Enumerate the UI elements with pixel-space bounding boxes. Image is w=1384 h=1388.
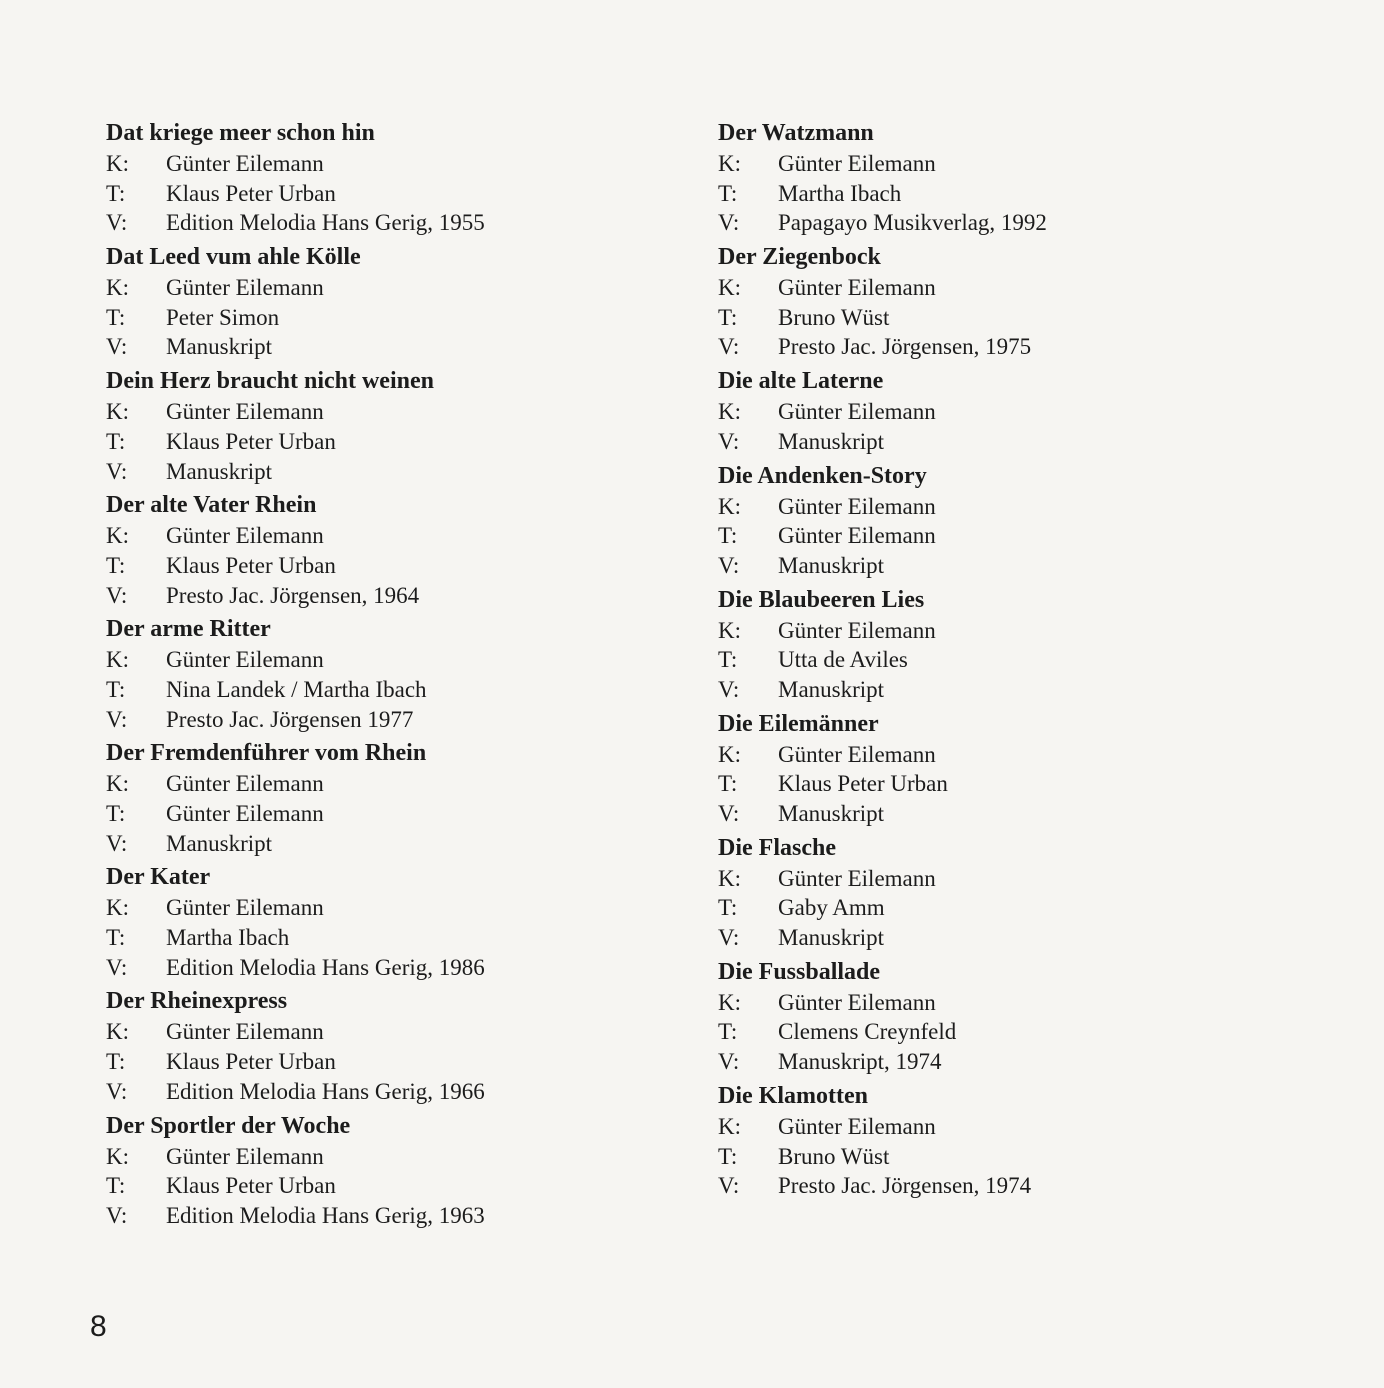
- credit-key: V:: [718, 552, 740, 578]
- song-entry: [106, 490, 686, 610]
- credit-key: K:: [106, 523, 129, 549]
- credit-row: [718, 397, 1338, 427]
- credit-key: T:: [718, 895, 738, 921]
- credit-key: V:: [106, 1078, 128, 1104]
- credit-key: T:: [106, 801, 126, 826]
- credit-value: Klaus Peter Urban: [166, 428, 336, 454]
- credit-row: [718, 769, 1338, 799]
- credit-row: [718, 332, 1338, 362]
- song-title: Der alte Vater Rhein: [106, 492, 317, 519]
- credit-row: [718, 1017, 1338, 1047]
- credit-key: T:: [718, 523, 738, 549]
- credit-row: [718, 1112, 1338, 1142]
- credit-value: Presto Jac. Jörgensen, 1975: [778, 334, 1032, 360]
- credit-key: T:: [718, 304, 738, 330]
- credit-key: V:: [106, 334, 128, 360]
- credit-row: [106, 303, 686, 333]
- song-title: Der Kater: [106, 864, 211, 891]
- credit-value: Papagayo Musikverlag, 1992: [778, 210, 1047, 236]
- credit-key: V:: [718, 1173, 740, 1199]
- credit-row: [106, 332, 686, 362]
- song-entry: [718, 366, 1338, 456]
- credit-key: V:: [106, 1202, 128, 1228]
- song-entry: [718, 833, 1338, 953]
- credit-key: V:: [718, 676, 740, 702]
- credit-key: K:: [718, 989, 741, 1015]
- credit-value: Martha Ibach: [166, 925, 290, 951]
- credit-row: [718, 616, 1338, 646]
- credit-key: T:: [106, 552, 126, 578]
- credit-row: [106, 179, 686, 209]
- song-entry: [718, 461, 1338, 581]
- credit-row: [718, 864, 1338, 894]
- song-entry: [106, 862, 686, 982]
- credit-value: Günter Eilemann: [778, 741, 936, 767]
- credit-value: Bruno Wüst: [778, 304, 890, 330]
- credit-row: [106, 645, 686, 675]
- song-title: Dat Leed vum ahle Kölle: [106, 244, 361, 271]
- song-entry: [106, 118, 686, 238]
- credit-row: [106, 273, 686, 303]
- credit-value: Edition Melodia Hans Gerig, 1963: [166, 1202, 485, 1228]
- song-title: Die Blaubeeren Lies: [718, 586, 925, 613]
- song-title: Dein Herz braucht nicht weinen: [106, 368, 434, 395]
- credit-value: Presto Jac. Jörgensen, 1974: [778, 1173, 1032, 1199]
- credit-value: Klaus Peter Urban: [166, 1173, 336, 1199]
- credit-row: [718, 893, 1338, 923]
- credit-key: K:: [106, 399, 129, 425]
- credit-value: Günter Eilemann: [166, 647, 324, 673]
- credit-key: K:: [718, 399, 741, 425]
- credit-row: [106, 397, 686, 427]
- credit-value: Günter Eilemann: [166, 1143, 324, 1169]
- credit-value: Manuskript: [778, 676, 885, 702]
- credit-key: K:: [106, 647, 129, 673]
- credit-row: [106, 923, 686, 953]
- credit-key: V:: [106, 954, 128, 980]
- credit-value: Klaus Peter Urban: [166, 1049, 336, 1075]
- song-title: Die Fussballade: [718, 958, 881, 985]
- credit-value: Günter Eilemann: [778, 151, 936, 176]
- credit-row: [718, 1171, 1338, 1201]
- credit-value: Presto Jac. Jörgensen 1977: [166, 706, 414, 732]
- credit-key: K:: [106, 151, 129, 176]
- credit-value: Manuskript: [778, 552, 885, 578]
- credit-value: Klaus Peter Urban: [166, 552, 336, 578]
- credit-value: Manuskript, 1974: [778, 1049, 942, 1075]
- credit-key: V:: [718, 210, 740, 236]
- credit-row: [718, 799, 1338, 829]
- credit-row: [106, 953, 686, 983]
- song-title: Der Sportler der Woche: [106, 1112, 351, 1139]
- song-entry: [718, 118, 1338, 238]
- song-title: Der Ziegenbock: [718, 244, 881, 271]
- credit-row: [718, 551, 1338, 581]
- right-column: [718, 118, 1338, 1205]
- credit-key: V:: [106, 706, 128, 732]
- credit-key: K:: [718, 275, 741, 301]
- credit-key: V:: [106, 210, 128, 236]
- credit-key: T:: [718, 771, 738, 797]
- credit-value: Nina Landek / Martha Ibach: [166, 676, 427, 702]
- song-title: Der arme Ritter: [106, 616, 271, 643]
- credit-key: K:: [718, 493, 741, 519]
- credit-row: [106, 1201, 686, 1231]
- song-entry: [718, 242, 1338, 362]
- song-title: Die Eilemänner: [718, 710, 879, 737]
- credit-value: Günter Eilemann: [166, 1019, 324, 1045]
- credit-value: Edition Melodia Hans Gerig, 1966: [166, 1078, 485, 1104]
- credit-row: [106, 427, 686, 457]
- credit-key: V:: [718, 801, 740, 826]
- credit-key: T:: [106, 676, 126, 702]
- credit-value: Klaus Peter Urban: [778, 771, 948, 797]
- credit-value: Günter Eilemann: [778, 275, 936, 301]
- credit-row: [106, 1047, 686, 1077]
- credit-value: Günter Eilemann: [166, 399, 324, 425]
- credit-key: V:: [718, 334, 740, 360]
- credit-value: Edition Melodia Hans Gerig, 1986: [166, 954, 485, 980]
- credit-row: [106, 829, 686, 859]
- credit-row: [718, 427, 1338, 457]
- credit-key: T:: [106, 180, 126, 206]
- credit-row: [718, 492, 1338, 522]
- credit-value: Günter Eilemann: [166, 151, 324, 176]
- credit-key: K:: [718, 741, 741, 767]
- credit-row: [718, 273, 1338, 303]
- song-entry: [106, 738, 686, 858]
- credit-value: Clemens Creynfeld: [778, 1019, 957, 1045]
- song-title: Der Fremdenführer vom Rhein: [106, 740, 427, 767]
- song-entry: [718, 585, 1338, 705]
- credit-row: [106, 581, 686, 611]
- credit-value: Manuskript: [166, 830, 273, 856]
- credit-value: Günter Eilemann: [778, 865, 936, 891]
- credit-key: V:: [718, 428, 740, 454]
- page-number: 8: [90, 1310, 107, 1343]
- credit-row: [106, 1171, 686, 1201]
- credit-key: K:: [718, 151, 741, 176]
- credit-key: K:: [718, 865, 741, 891]
- song-entry: [106, 366, 686, 486]
- credit-key: K:: [106, 895, 129, 921]
- credit-key: T:: [106, 1049, 126, 1075]
- credit-value: Peter Simon: [166, 304, 280, 330]
- song-entry: [718, 709, 1338, 829]
- song-entry: [718, 957, 1338, 1077]
- song-title: Die Klamotten: [718, 1082, 868, 1109]
- credit-row: [718, 1142, 1338, 1172]
- credit-row: [718, 149, 1338, 179]
- credit-value: Presto Jac. Jörgensen, 1964: [166, 582, 420, 608]
- credit-value: Günter Eilemann: [166, 895, 324, 921]
- credit-key: T:: [718, 1019, 738, 1045]
- credit-key: T:: [718, 647, 738, 673]
- song-entry: [106, 1111, 686, 1231]
- credit-row: [718, 303, 1338, 333]
- credit-value: Günter Eilemann: [166, 523, 324, 549]
- song-title: Die Andenken-Story: [718, 462, 927, 489]
- credit-row: [106, 1077, 686, 1107]
- credit-row: [106, 675, 686, 705]
- credit-row: [718, 988, 1338, 1018]
- credit-row: [718, 740, 1338, 770]
- credit-value: Klaus Peter Urban: [166, 180, 336, 206]
- credit-value: Günter Eilemann: [778, 399, 936, 425]
- credit-row: [718, 521, 1338, 551]
- credit-key: K:: [106, 1019, 129, 1045]
- credit-value: Martha Ibach: [778, 180, 902, 206]
- credit-row: [106, 521, 686, 551]
- credit-row: [718, 1047, 1338, 1077]
- credit-row: [718, 645, 1338, 675]
- credit-row: [106, 799, 686, 829]
- credit-key: V:: [106, 458, 128, 484]
- credit-value: Edition Melodia Hans Gerig, 1955: [166, 210, 485, 236]
- credit-value: Utta de Aviles: [778, 647, 908, 673]
- credit-value: Günter Eilemann: [778, 1113, 936, 1139]
- credit-row: [106, 1017, 686, 1047]
- credit-key: T:: [106, 428, 126, 454]
- song-entry: [106, 242, 686, 362]
- credit-value: Bruno Wüst: [778, 1143, 890, 1169]
- credit-value: Günter Eilemann: [778, 493, 936, 519]
- credit-value: Manuskript: [166, 334, 273, 360]
- credit-key: K:: [718, 1113, 741, 1139]
- credit-value: Günter Eilemann: [166, 801, 324, 826]
- credit-key: T:: [718, 1143, 738, 1169]
- credit-row: [106, 769, 686, 799]
- credit-value: Günter Eilemann: [778, 989, 936, 1015]
- credit-row: [718, 208, 1338, 238]
- song-title: Die Flasche: [718, 834, 836, 861]
- credit-key: K:: [718, 617, 741, 643]
- credit-key: K:: [106, 275, 129, 301]
- credit-value: Manuskript: [778, 428, 885, 454]
- credit-key: T:: [106, 1173, 126, 1199]
- credit-value: Manuskript: [778, 925, 885, 951]
- credit-key: V:: [718, 1049, 740, 1075]
- song-entry: [718, 1081, 1338, 1201]
- credit-key: T:: [106, 925, 126, 951]
- credit-row: [106, 457, 686, 487]
- credit-value: Manuskript: [778, 801, 885, 826]
- credit-row: [106, 705, 686, 735]
- credit-key: K:: [106, 771, 129, 797]
- credit-key: T:: [106, 304, 126, 330]
- credit-row: [106, 551, 686, 581]
- credit-row: [718, 923, 1338, 953]
- credit-row: [106, 1142, 686, 1172]
- song-title: Der Rheinexpress: [106, 988, 288, 1015]
- credit-value: Günter Eilemann: [778, 523, 936, 549]
- song-title: Die alte Laterne: [718, 368, 884, 395]
- credit-key: T:: [718, 180, 738, 206]
- credit-value: Manuskript: [166, 458, 273, 484]
- credit-value: Günter Eilemann: [166, 275, 324, 301]
- credit-row: [106, 208, 686, 238]
- credit-value: Günter Eilemann: [778, 617, 936, 643]
- song-title: Der Watzmann: [718, 120, 874, 146]
- song-title: Dat kriege meer schon hin: [106, 120, 375, 146]
- credit-key: V:: [718, 925, 740, 951]
- credit-row: [106, 149, 686, 179]
- credit-key: V:: [106, 830, 128, 856]
- credit-key: V:: [106, 582, 128, 608]
- credit-row: [106, 893, 686, 923]
- song-entry: [106, 986, 686, 1106]
- credit-value: Günter Eilemann: [166, 771, 324, 797]
- credit-row: [718, 675, 1338, 705]
- credit-key: K:: [106, 1143, 129, 1169]
- credit-row: [718, 179, 1338, 209]
- left-column: [106, 118, 686, 1235]
- credit-value: Gaby Amm: [778, 895, 885, 921]
- song-entry: [106, 614, 686, 734]
